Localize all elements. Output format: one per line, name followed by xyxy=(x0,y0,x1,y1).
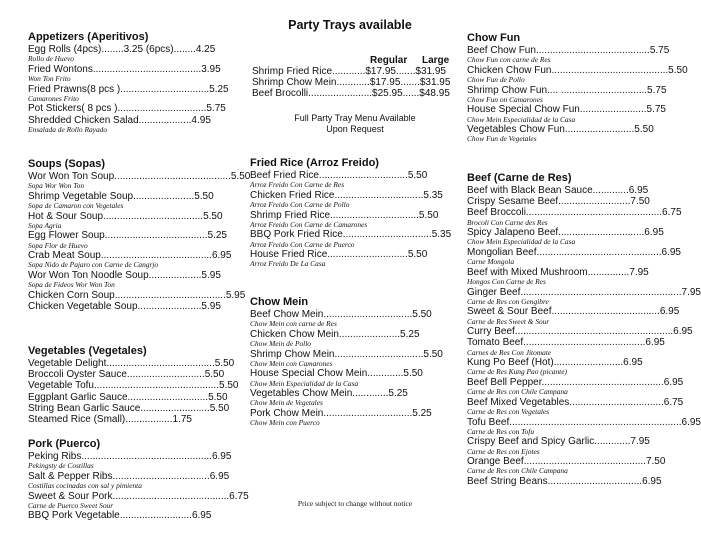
menu-item: House Special Chow Fun........................5.75 xyxy=(467,104,666,116)
menu-item: Spicy Jalapeno Beef...............................6.95 xyxy=(467,227,664,239)
menu-item: Curry Beef.........................................................6.95 xyxy=(467,326,693,338)
menu-item: Beef Fried Rice................................5.50 xyxy=(250,170,428,181)
menu-item: Pot Stickers( 8 pcs )................................5.75 xyxy=(28,103,226,115)
menu-item-translation: Chow Fun con carne de Res xyxy=(467,55,551,65)
menu-item-translation: Sopa Nido de Pajaro con Carne de Cangrjo xyxy=(28,260,159,270)
menu-item-translation: Carne de Puerco Sweet Sour xyxy=(28,500,114,510)
menu-item-translation: Sopa Agria xyxy=(28,220,62,230)
menu-item-translation: Sopa de Camaron con Vegetales xyxy=(28,201,124,210)
menu-item: Shrimp Chow Fun.... ...............................5.75 xyxy=(467,84,667,96)
menu-item: Crispy Sesame Beef..........................7.50 xyxy=(467,196,650,208)
menu-item: Ginger Beef..........................................................7.95 xyxy=(467,286,701,298)
menu-item: Fried Wontons.......................................3.95 xyxy=(28,63,221,75)
menu-item: House Special Chow Mein.............5.50 xyxy=(250,368,423,380)
menu-item-translation: Rollo de Huevo xyxy=(28,54,74,64)
menu-item: Beef Bell Pepper............................................6.95 xyxy=(467,376,684,388)
menu-item-translation: Chow Mein de Vegetales xyxy=(250,398,323,408)
pork-heading: Pork (Puerco) xyxy=(28,438,101,450)
menu-item-translation: Costillas cocinadas con sal y pimienta xyxy=(28,481,142,490)
menu-item-translation: Arroz Freido Con Carne de Res xyxy=(250,180,345,190)
menu-item: BBQ Pork Vegetable..........................6.95 xyxy=(28,510,212,522)
menu-item-translation: Arroz Freido Con Carne de Pollo xyxy=(250,200,350,209)
menu-item: Vegetable Tofu.............................................5.50 xyxy=(28,380,239,392)
fried-rice-heading: Fried Rice (Arroz Freido) xyxy=(250,157,379,169)
appetizers-heading: Appetizers (Aperitivos) xyxy=(28,31,149,43)
menu-item: Shrimp Fried Rice................................5.50 xyxy=(250,209,439,221)
chow-mein-list xyxy=(250,309,460,428)
menu-item-translation: Chow Mein con Puerco xyxy=(250,418,320,428)
menu-item-translation: Sopa de Fideos Wor Won Ton xyxy=(28,280,115,290)
menu-item-translation: Carne Mongola xyxy=(467,257,515,267)
menu-item: Crispy Beef and Spicy Garlic.............7.95 xyxy=(467,436,650,448)
menu-item: Shrimp Chow Mein................................5.50 xyxy=(250,348,443,360)
chow-fun-heading: Chow Fun xyxy=(467,32,521,44)
menu-item: Beef Chow Mein................................5.50 xyxy=(250,309,432,320)
menu-item: Mongolian Beef.............................................6.95 xyxy=(467,247,681,258)
menu-item-translation: Carne de Res con Vegetales xyxy=(467,406,550,416)
menu-item-translation: Carne de Res Sweet & Sour xyxy=(467,316,550,326)
chow-mein-heading: Chow Mein xyxy=(250,296,309,308)
menu-item: Kung Po Beef (Hot).........................6.95 xyxy=(467,357,643,369)
chow-fun-section xyxy=(467,32,688,144)
menu-item: Beef with Black Bean Sauce.............6.95 xyxy=(467,185,649,196)
party-trays-list xyxy=(252,66,460,100)
chow-fun-list xyxy=(467,45,688,144)
menu-item: Steamed Rice (Small).................1.75 xyxy=(28,414,192,426)
menu-item: Chicken Fried Rice................................5.35 xyxy=(250,189,443,201)
party-menu-note xyxy=(250,113,460,135)
menu-item: Vegetable Delight.......................................5.50 xyxy=(28,358,235,369)
menu-item-translation: Carne de Res con Tofu xyxy=(467,426,535,436)
menu-item: Chicken Chow Mein......................5.25 xyxy=(250,328,420,340)
menu-item: House Fried Rice.............................5.50 xyxy=(250,249,428,261)
menu-item: Broccoli Oyster Sauce............................5.50 xyxy=(28,369,225,381)
large-column-label: Large xyxy=(422,55,450,66)
menu-item: Shrimp Chow Mein............$17.95.......$31.95 xyxy=(252,77,451,89)
menu-item-translation: Carne de Res Kung Pao (picante) xyxy=(467,367,567,377)
menu-item-translation: Sopa Wor Won Ton xyxy=(28,181,85,191)
fried-rice-section xyxy=(250,157,460,269)
pork-list xyxy=(28,451,249,522)
menu-item: Beef String Beans..................................6.95 xyxy=(467,475,662,487)
appetizers-list xyxy=(28,44,233,134)
menu-item: Shrimp Fried Rice............$17.95.......$31.95 xyxy=(252,66,446,77)
beef-section xyxy=(467,172,701,487)
menu-item-translation: Chow Fun de Vegetales xyxy=(467,134,537,144)
soups-section xyxy=(28,158,251,312)
menu-item: Eggplant Garlic Sauce.............................5.50 xyxy=(28,391,228,403)
pork-section xyxy=(28,438,249,522)
menu-item: Chicken Corn Soup........................................5.95 xyxy=(28,289,246,301)
menu-item-translation: Camarones Frito xyxy=(28,93,79,103)
menu-item-translation: Arroz Freido De La Casa xyxy=(250,259,326,269)
menu-item: Vegetables Chow Fun.........................5.50 xyxy=(467,124,654,136)
party-trays-header-row xyxy=(250,54,460,66)
menu-item-translation: Chow Mein Especialidad de la Casa xyxy=(250,378,359,388)
menu-item: Shredded Chicken Salad...................4.95 xyxy=(28,114,211,126)
menu-item: Chicken Chow Fun..........................................5.50 xyxy=(467,64,688,76)
beef-heading: Beef (Carne de Res) xyxy=(467,172,572,184)
beef-list xyxy=(467,185,701,487)
menu-item-translation: Chow Mein con carne de Res xyxy=(250,319,337,329)
menu-item: Orange Beef............................................7.50 xyxy=(467,456,666,468)
vegetables-section xyxy=(28,345,239,426)
menu-item-translation: Carne de Res con Chile Campana xyxy=(467,387,568,397)
party-menu-line2: Upon Request xyxy=(326,124,384,134)
menu-item-translation: Carne de Res con Ejotes xyxy=(467,446,540,456)
menu-item: Egg Rolls (4pcs)........3.25 (6pcs)........4.25 xyxy=(28,44,216,55)
menu-item-translation: Won Ton Frito xyxy=(28,74,71,83)
menu-item: Beef Broccoli.................................................6.75 xyxy=(467,207,682,219)
regular-column-label: Regular xyxy=(370,55,408,66)
menu-item: Sweet & Sour Pork..........................................6.75 xyxy=(28,490,249,502)
vegetables-heading: Vegetables (Vegetales) xyxy=(28,345,147,357)
menu-item: Pork Chow Mein................................5.25 xyxy=(250,407,432,419)
menu-item: Chicken Vegetable Soup.......................5.95 xyxy=(28,300,221,312)
menu-item: Salt & Pepper Ribs...................................6.95 xyxy=(28,470,230,482)
menu-item-translation: Chow Mein de Pollo xyxy=(250,339,311,348)
menu-item: Crab Meat Soup........................................6.95 xyxy=(28,250,232,262)
menu-item: Tomato Beef............................................6.95 xyxy=(467,337,665,349)
menu-item: Beef Mixed Vegetables..................................6.75 xyxy=(467,396,684,408)
chow-mein-section xyxy=(250,296,460,428)
menu-item-translation: Chow Mein Especialidad de la Casa xyxy=(467,114,576,124)
menu-item-translation: Pekingsty de Costillas xyxy=(28,461,94,471)
appetizers-section xyxy=(28,31,233,134)
menu-item: Egg Flower Soup.....................................5.25 xyxy=(28,230,227,242)
menu-item: Beef Brocolli.......................$25.95......$48.95 xyxy=(252,88,450,100)
menu-item-translation: Chow Fun on Camarones xyxy=(467,94,543,104)
menu-item: Vegetables Chow Mein.............5.25 xyxy=(250,388,408,400)
menu-item-translation: Carne de Res con Chile Campana xyxy=(467,466,568,476)
party-trays-title: Party Trays available xyxy=(288,18,412,32)
menu-item-translation: Sopa Flor de Huevo xyxy=(28,240,88,250)
menu-item-translation: Hongos Con Carne de Res xyxy=(467,277,546,286)
soups-list xyxy=(28,171,251,312)
fried-rice-list xyxy=(250,170,460,269)
menu-item: Peking Ribs...............................................6.95 xyxy=(28,451,232,462)
menu-item: Beef with Mixed Mushroom...............7.95 xyxy=(467,266,649,278)
menu-item: Hot & Sour Soup....................................5.50 xyxy=(28,210,223,222)
menu-item: Beef Chow Fun.........................................5.75 xyxy=(467,45,670,56)
menu-item: BBQ Pork Fried Rice................................5.35 xyxy=(250,229,452,241)
price-notice: Price subject to change without notice xyxy=(297,499,413,508)
menu-item: Sweet & Sour Beef.......................................6.95 xyxy=(467,306,680,318)
menu-item-translation: Chow Fun de Pollo xyxy=(467,75,525,84)
menu-item: String Bean Garlic Sauce.........................5.50 xyxy=(28,402,230,414)
soups-heading: Soups (Sopas) xyxy=(28,158,106,170)
menu-item-translation: Carnes de Res Con Jitomate xyxy=(467,347,552,357)
menu-item-translation: Arroz Freido Con Carne de Camarones xyxy=(250,219,368,229)
menu-item: Wor Won Ton Soup..........................................5.50 xyxy=(28,171,251,182)
menu-item-translation: Brocoli Con Carne des Res xyxy=(467,217,548,227)
menu-item-translation: Chow Mein Especialidad de la Casa xyxy=(467,237,576,247)
menu-item-translation: Arroz Freido Con Carne de Puerco xyxy=(250,239,355,249)
menu-item-translation: Carne de Res con Gengibre xyxy=(467,296,549,306)
menu-item-translation: Ensalada de Rollo Rayado xyxy=(28,124,108,134)
menu-item: Wor Won Ton Noodle Soup...................5.95 xyxy=(28,269,221,281)
menu-item: Shrimp Vegetable Soup......................5.50 xyxy=(28,190,214,202)
vegetables-list xyxy=(28,358,239,426)
party-menu-line1: Full Party Tray Menu Available xyxy=(294,113,416,123)
menu-item: Tofu Beef..............................................................6.95 xyxy=(467,416,701,428)
menu-item: Fried Prawns(8 pcs )................................5.25 xyxy=(28,83,229,95)
menu-item-translation: Chow Mein con Camarones xyxy=(250,358,333,368)
